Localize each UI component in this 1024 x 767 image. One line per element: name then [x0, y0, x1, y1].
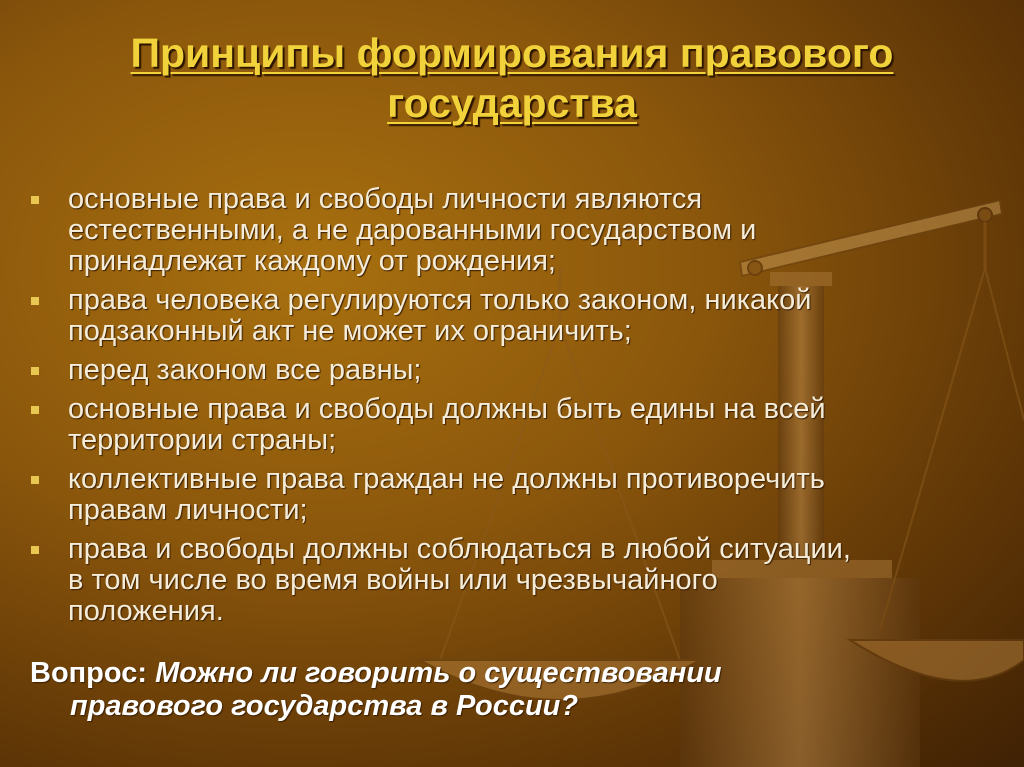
list-item	[28, 285, 1008, 347]
title-line-1: Принципы формирования правового	[130, 30, 894, 76]
bullet-line: естественными, а не дарованными государством и	[68, 214, 757, 246]
bullet-line: подзаконный акт не может их ограничить;	[68, 315, 632, 347]
bullet-line: коллективные права граждан не должны противоречить	[68, 463, 825, 495]
bullet-line: основные права и свободы личности являются	[68, 183, 703, 215]
principles-list	[28, 184, 1008, 635]
bullet-line: принадлежат каждому от рождения;	[68, 245, 556, 277]
bullet-line: перед законом все равны;	[68, 354, 422, 386]
question-text-line-2: правового государства в России?	[70, 690, 579, 722]
bullet-marker-icon	[31, 476, 39, 484]
bullet-marker-icon	[31, 196, 39, 204]
bullet-marker-icon	[31, 406, 39, 414]
bullet-line: положения.	[68, 595, 224, 627]
list-item	[28, 534, 1008, 627]
bullet-marker-icon	[31, 367, 39, 375]
list-item	[28, 184, 1008, 277]
question-text-line-1: Можно ли говорить о существовании	[155, 657, 722, 689]
bullet-line: правам личности;	[68, 494, 308, 526]
bullet-line: в том числе во время войны или чрезвычайного	[68, 564, 718, 596]
bullet-marker-icon	[31, 546, 39, 554]
bullet-line: права и свободы должны соблюдаться в любой ситуации,	[68, 533, 851, 565]
slide-title	[0, 28, 1024, 128]
list-item	[28, 355, 1008, 386]
bullet-marker-icon	[31, 297, 39, 305]
bullet-line: основные права и свободы должны быть едины на всей	[68, 393, 826, 425]
bullet-line: территории страны;	[68, 424, 337, 456]
list-item	[28, 464, 1008, 526]
question-label: Вопрос:	[30, 657, 148, 689]
title-line-2: государства	[387, 80, 637, 126]
question-block	[30, 657, 1010, 723]
bullet-line: права человека регулируются только законом, никакой	[68, 284, 812, 316]
list-item	[28, 394, 1008, 456]
